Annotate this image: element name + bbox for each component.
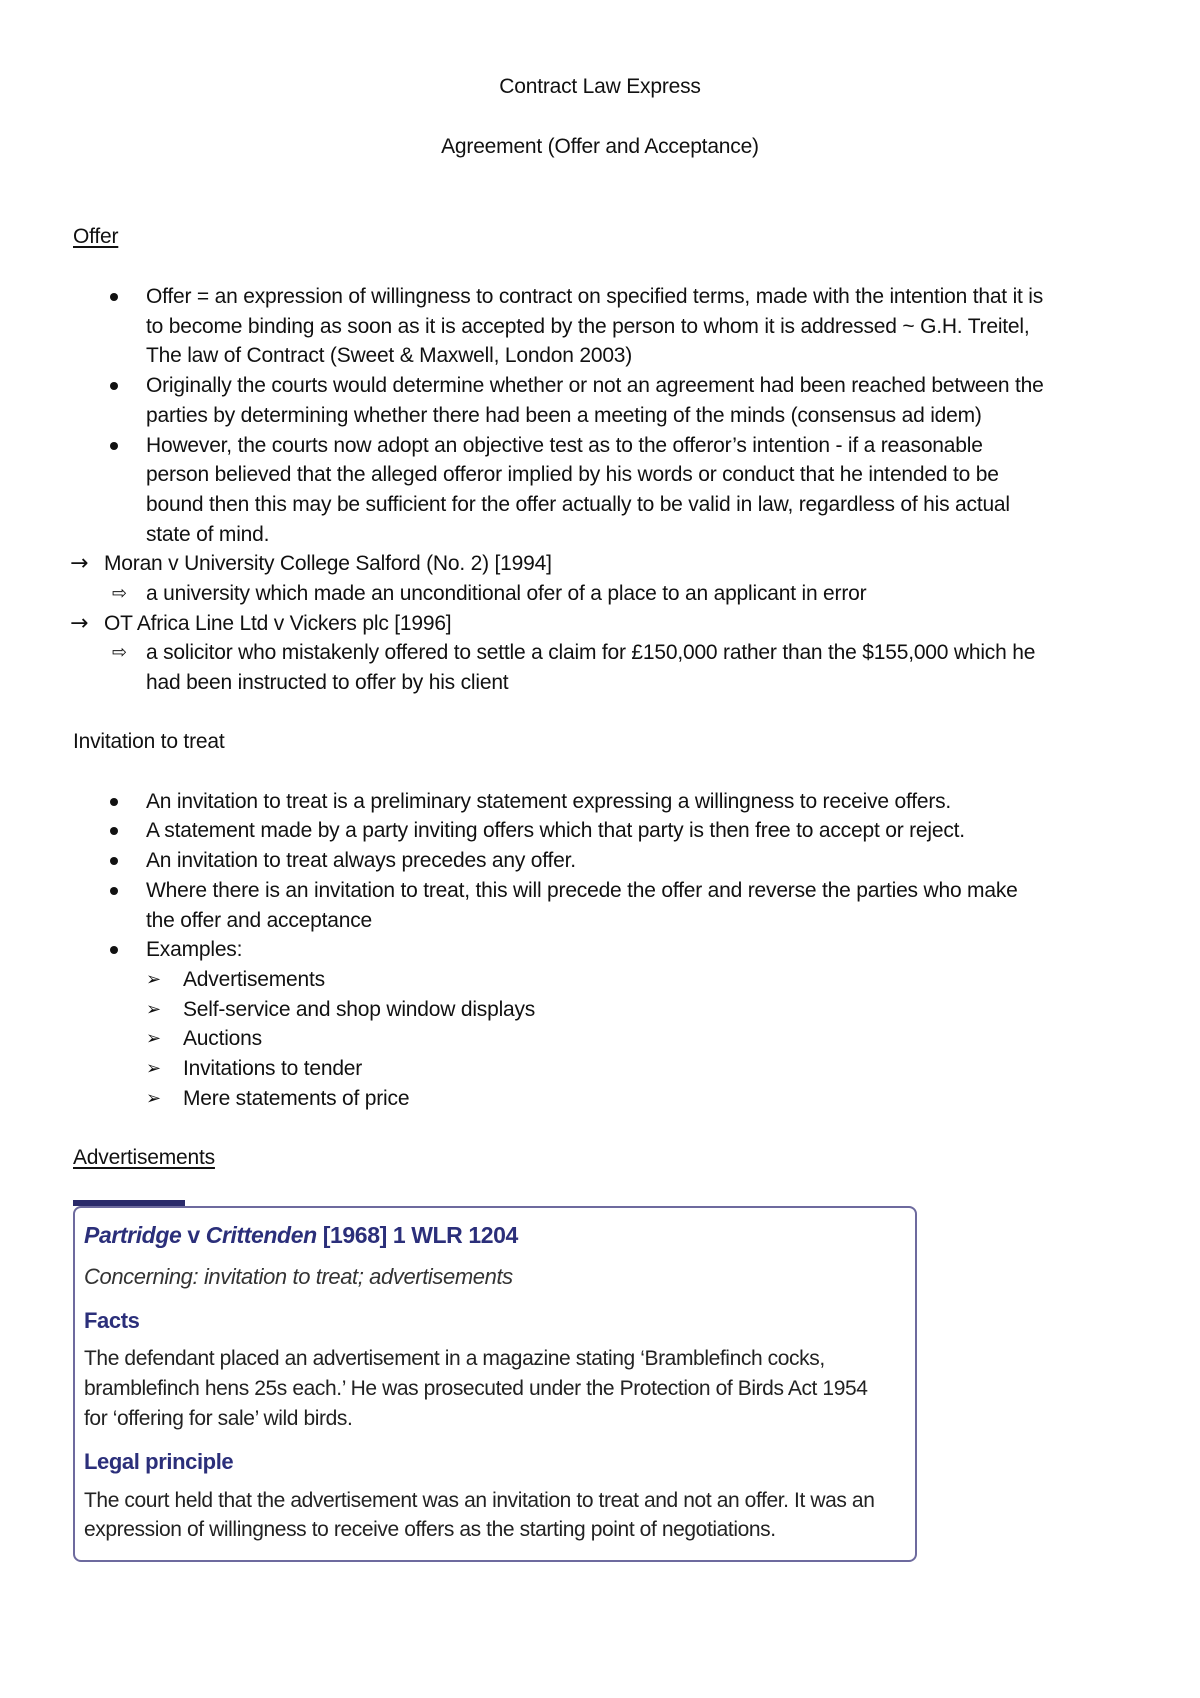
bullet-icon [110,442,118,450]
bullet-icon [110,887,118,895]
case-moran: Moran v University College Salford (No. 2) [1994] [104,552,552,575]
document-title: Contract Law Express [499,75,701,98]
example-item: Self-service and shop window displays [183,998,536,1021]
offer-bullet-1-line-2: to become binding as soon as it is accepted by the person to whom it is addressed ~ G.H. Treitel, [146,315,1030,338]
chevron-arrowhead-icon: ➢ [146,1088,162,1109]
case-ot-africa: OT Africa Line Ltd v Vickers plc [1996] [104,612,452,635]
chevron-arrowhead-icon: ➢ [146,969,162,990]
case-ot-africa-note-line-1: a solicitor who mistakenly offered to settle a claim for £150,000 rather than the $155,000 which he [146,641,1036,664]
chevron-arrowhead-icon: ➢ [146,1028,162,1049]
case-box-principle-heading: Legal principle [84,1449,234,1474]
itt-bullet-4-line-2: the offer and acceptance [146,909,372,932]
itt-heading: Invitation to treat [73,730,225,753]
case-box-facts-heading: Facts [84,1308,140,1333]
example-item: Auctions [183,1027,262,1050]
case-box-title: Partridge v Crittenden [1968] 1 WLR 1204 [84,1222,518,1248]
document-subtitle: Agreement (Offer and Acceptance) [441,135,759,158]
case-box-concerning: Concerning: invitation to treat; advertisements [84,1264,513,1289]
example-item: Mere statements of price [183,1087,410,1110]
bullet-icon [110,946,118,954]
offer-bullet-2-line-1: Originally the courts would determine whether or not an agreement had been reached between the [146,374,1044,397]
box-accent-bar [73,1200,185,1206]
case-ot-africa-note-line-2: had been instructed to offer by his client [146,671,509,694]
case-moran-note: a university which made an unconditional ofer of a place to an applicant in error [146,582,867,605]
itt-bullet-4-line-1: Where there is an invitation to treat, this will precede the offer and reverse the parties who make [146,879,1018,902]
chevron-arrowhead-icon: ➢ [146,999,162,1020]
offer-bullet-3-line-4: state of mind. [146,523,270,546]
example-item: Invitations to tender [183,1057,363,1080]
hollow-right-arrow-icon: ⇨ [112,642,128,663]
itt-bullet-1: An invitation to treat is a preliminary statement expressing a willingness to receive offers. [146,790,952,813]
offer-bullet-3-line-1: However, the courts now adopt an objective test as to the offeror’s intention - if a reasonable [146,434,983,457]
offer-bullet-1-line-1: Offer = an expression of willingness to contract on specified terms, made with the intention that it is [146,285,1044,308]
offer-bullet-3-line-2: person believed that the alleged offeror implied by his words or conduct that he intended to be [146,463,999,486]
offer-bullet-2-line-2: parties by determining whether there had been a meeting of the minds (consensus ad idem) [146,404,982,427]
right-arrow-icon: → [70,551,89,576]
case-box-facts-line-3: for ‘offering for sale’ wild birds. [84,1407,353,1430]
offer-bullet-1-line-3: The law of Contract (Sweet & Maxwell, London 2003) [146,344,633,367]
offer-heading: Offer [73,225,119,248]
bullet-icon [110,857,118,865]
itt-bullet-5: Examples: [146,938,243,961]
bullet-icon [110,798,118,806]
bullet-icon [110,382,118,390]
case-box-principle-line-1: The court held that the advertisement was an invitation to treat and not an offer. It was an [84,1489,875,1512]
hollow-right-arrow-icon: ⇨ [112,583,128,604]
itt-bullet-3: An invitation to treat always precedes any offer. [146,849,576,872]
case-summary-box [73,1206,917,1562]
bullet-icon [110,293,118,301]
case-box-facts-line-2: bramblefinch hens 25s each.’ He was prosecuted under the Protection of Birds Act 1954 [84,1377,868,1400]
example-item: Advertisements [183,968,325,991]
chevron-arrowhead-icon: ➢ [146,1058,162,1079]
offer-bullet-3-line-3: bound then this may be sufficient for the offer actually to be valid in law, regardless of his actual [146,493,1010,516]
case-box-principle-line-2: expression of willingness to receive offers as the starting point of negotiations. [84,1518,776,1541]
right-arrow-icon: → [70,611,89,636]
case-box-facts-line-1: The defendant placed an advertisement in a magazine stating ‘Bramblefinch cocks, [84,1347,825,1370]
advertisements-heading: Advertisements [73,1146,215,1169]
itt-bullet-2: A statement made by a party inviting offers which that party is then free to accept or reject. [146,819,965,842]
bullet-icon [110,827,118,835]
